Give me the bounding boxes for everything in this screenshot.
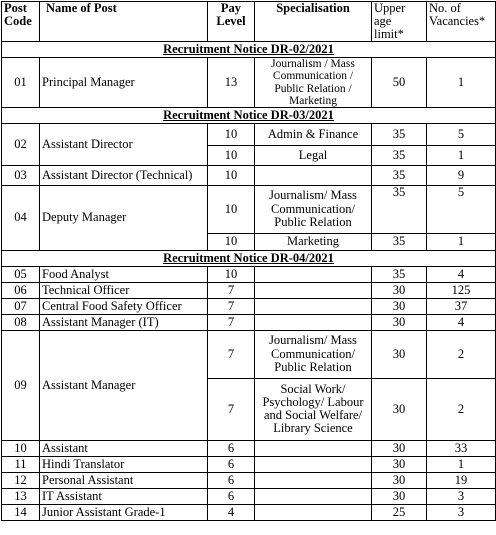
post-code-cell: 03 bbox=[2, 165, 40, 185]
post-code-cell: 09 bbox=[2, 330, 40, 440]
notice-row bbox=[2, 107, 496, 123]
table-row bbox=[2, 282, 496, 298]
pay-level-cell: 6 bbox=[208, 488, 255, 504]
pay-level-cell: 6 bbox=[208, 472, 255, 488]
post-name-cell: Assistant bbox=[40, 440, 208, 456]
post-code-cell: 14 bbox=[2, 504, 40, 520]
vacancies-cell: 33 bbox=[427, 440, 496, 456]
specialisation-cell: Admin & Finance bbox=[255, 123, 372, 145]
post-name-cell: Junior Assistant Grade-1 bbox=[40, 504, 208, 520]
notice-row bbox=[2, 42, 496, 58]
age-limit-cell: 35 bbox=[372, 233, 427, 250]
post-code-cell: 07 bbox=[2, 298, 40, 314]
specialisation-cell bbox=[255, 266, 372, 282]
notice-title: Recruitment Notice DR-04/2021 bbox=[2, 250, 496, 266]
specialisation-cell bbox=[255, 165, 372, 185]
header-name-of-post: Name of Post bbox=[40, 2, 208, 42]
post-name-cell: IT Assistant bbox=[40, 488, 208, 504]
pay-level-cell: 10 bbox=[208, 185, 255, 233]
age-limit-cell: 30 bbox=[372, 314, 427, 330]
vacancies-cell: 5 bbox=[427, 123, 496, 145]
age-limit-cell: 30 bbox=[372, 282, 427, 298]
pay-level-cell: 7 bbox=[208, 282, 255, 298]
table-row bbox=[2, 165, 496, 185]
table-row bbox=[2, 472, 496, 488]
vacancies-cell: 1 bbox=[427, 58, 496, 107]
pay-level-cell: 7 bbox=[208, 314, 255, 330]
vacancies-cell: 1 bbox=[427, 456, 496, 472]
header-specialisation: Specialisation bbox=[255, 2, 372, 42]
post-code-cell: 05 bbox=[2, 266, 40, 282]
post-name-cell: Technical Officer bbox=[40, 282, 208, 298]
vacancies-cell: 2 bbox=[427, 378, 496, 440]
pay-level-cell: 7 bbox=[208, 378, 255, 440]
post-name-cell: Principal Manager bbox=[40, 58, 208, 107]
vacancies-cell: 3 bbox=[427, 504, 496, 520]
specialisation-cell bbox=[255, 298, 372, 314]
pay-level-cell: 4 bbox=[208, 504, 255, 520]
vacancies-cell: 4 bbox=[427, 266, 496, 282]
pay-level-cell: 10 bbox=[208, 233, 255, 250]
vacancies-cell: 37 bbox=[427, 298, 496, 314]
specialisation-cell: Journalism/ Mass Communication/ Public Relation bbox=[255, 185, 372, 233]
pay-level-cell: 7 bbox=[208, 330, 255, 378]
specialisation-cell: Journalism / Mass Communication / Public Relation / Marketing bbox=[255, 58, 372, 107]
post-name-cell: Assistant Director (Technical) bbox=[40, 165, 208, 185]
vacancies-cell: 1 bbox=[427, 145, 496, 165]
age-limit-cell: 30 bbox=[372, 378, 427, 440]
specialisation-cell bbox=[255, 440, 372, 456]
age-limit-cell: 30 bbox=[372, 330, 427, 378]
table-row bbox=[2, 440, 496, 456]
header-post-code: Post Code bbox=[2, 2, 40, 42]
pay-level-cell: 10 bbox=[208, 123, 255, 145]
table-row bbox=[2, 123, 496, 145]
age-limit-cell: 35 bbox=[372, 165, 427, 185]
age-limit-cell: 30 bbox=[372, 472, 427, 488]
post-name-cell: Assistant Manager (IT) bbox=[40, 314, 208, 330]
specialisation-cell: Journalism/ Mass Communication/ Public Relation bbox=[255, 330, 372, 378]
age-limit-cell: 30 bbox=[372, 488, 427, 504]
pay-level-cell: 6 bbox=[208, 456, 255, 472]
table-row bbox=[2, 58, 496, 107]
post-code-cell: 04 bbox=[2, 185, 40, 250]
age-limit-cell: 25 bbox=[372, 504, 427, 520]
specialisation-cell bbox=[255, 456, 372, 472]
specialisation-cell: Legal bbox=[255, 145, 372, 165]
table-row bbox=[2, 456, 496, 472]
vacancies-cell: 125 bbox=[427, 282, 496, 298]
specialisation-cell bbox=[255, 282, 372, 298]
post-code-cell: 10 bbox=[2, 440, 40, 456]
post-name-cell: Central Food Safety Officer bbox=[40, 298, 208, 314]
pay-level-cell: 10 bbox=[208, 266, 255, 282]
notice-title: Recruitment Notice DR-02/2021 bbox=[2, 42, 496, 58]
pay-level-cell: 6 bbox=[208, 440, 255, 456]
specialisation-cell bbox=[255, 314, 372, 330]
pay-level-cell: 13 bbox=[208, 58, 255, 107]
age-limit-cell: 30 bbox=[372, 440, 427, 456]
age-limit-cell: 30 bbox=[372, 298, 427, 314]
header-row bbox=[2, 2, 496, 42]
post-name-cell: Assistant Director bbox=[40, 123, 208, 165]
age-limit-cell: 35 bbox=[372, 123, 427, 145]
header-upper-age-limit: Upper age limit* bbox=[372, 2, 427, 42]
post-code-cell: 08 bbox=[2, 314, 40, 330]
post-code-cell: 06 bbox=[2, 282, 40, 298]
table-row bbox=[2, 330, 496, 378]
post-name-cell: Food Analyst bbox=[40, 266, 208, 282]
vacancies-cell: 9 bbox=[427, 165, 496, 185]
specialisation-cell: Social Work/ Psychology/ Labour and Social Welfare/ Library Science bbox=[255, 378, 372, 440]
table-row bbox=[2, 504, 496, 520]
vacancy-table bbox=[1, 1, 496, 521]
post-code-cell: 13 bbox=[2, 488, 40, 504]
post-name-cell: Deputy Manager bbox=[40, 185, 208, 250]
post-code-cell: 11 bbox=[2, 456, 40, 472]
post-name-cell: Assistant Manager bbox=[40, 330, 208, 440]
specialisation-cell: Marketing bbox=[255, 233, 372, 250]
age-limit-cell: 35 bbox=[372, 266, 427, 282]
vacancies-cell: 2 bbox=[427, 330, 496, 378]
vacancies-cell: 1 bbox=[427, 233, 496, 250]
post-code-cell: 01 bbox=[2, 58, 40, 107]
specialisation-cell bbox=[255, 472, 372, 488]
post-code-cell: 12 bbox=[2, 472, 40, 488]
vacancies-cell: 4 bbox=[427, 314, 496, 330]
specialisation-cell bbox=[255, 488, 372, 504]
table-row bbox=[2, 185, 496, 233]
pay-level-cell: 7 bbox=[208, 298, 255, 314]
post-name-cell: Personal Assistant bbox=[40, 472, 208, 488]
post-code-cell: 02 bbox=[2, 123, 40, 165]
age-limit-cell: 35 bbox=[372, 145, 427, 165]
vacancies-cell: 3 bbox=[427, 488, 496, 504]
table-row bbox=[2, 314, 496, 330]
header-vacancies: No. of Vacancies* bbox=[427, 2, 496, 42]
post-name-cell: Hindi Translator bbox=[40, 456, 208, 472]
age-limit-cell: 30 bbox=[372, 456, 427, 472]
vacancies-cell: 5 bbox=[427, 185, 496, 233]
notice-title: Recruitment Notice DR-03/2021 bbox=[2, 107, 496, 123]
table-row bbox=[2, 488, 496, 504]
table-row bbox=[2, 298, 496, 314]
header-pay-level: Pay Level bbox=[208, 2, 255, 42]
age-limit-cell: 35 bbox=[372, 185, 427, 233]
vacancies-cell: 19 bbox=[427, 472, 496, 488]
age-limit-cell: 50 bbox=[372, 58, 427, 107]
notice-row bbox=[2, 250, 496, 266]
pay-level-cell: 10 bbox=[208, 145, 255, 165]
specialisation-cell bbox=[255, 504, 372, 520]
pay-level-cell: 10 bbox=[208, 165, 255, 185]
table-row bbox=[2, 266, 496, 282]
